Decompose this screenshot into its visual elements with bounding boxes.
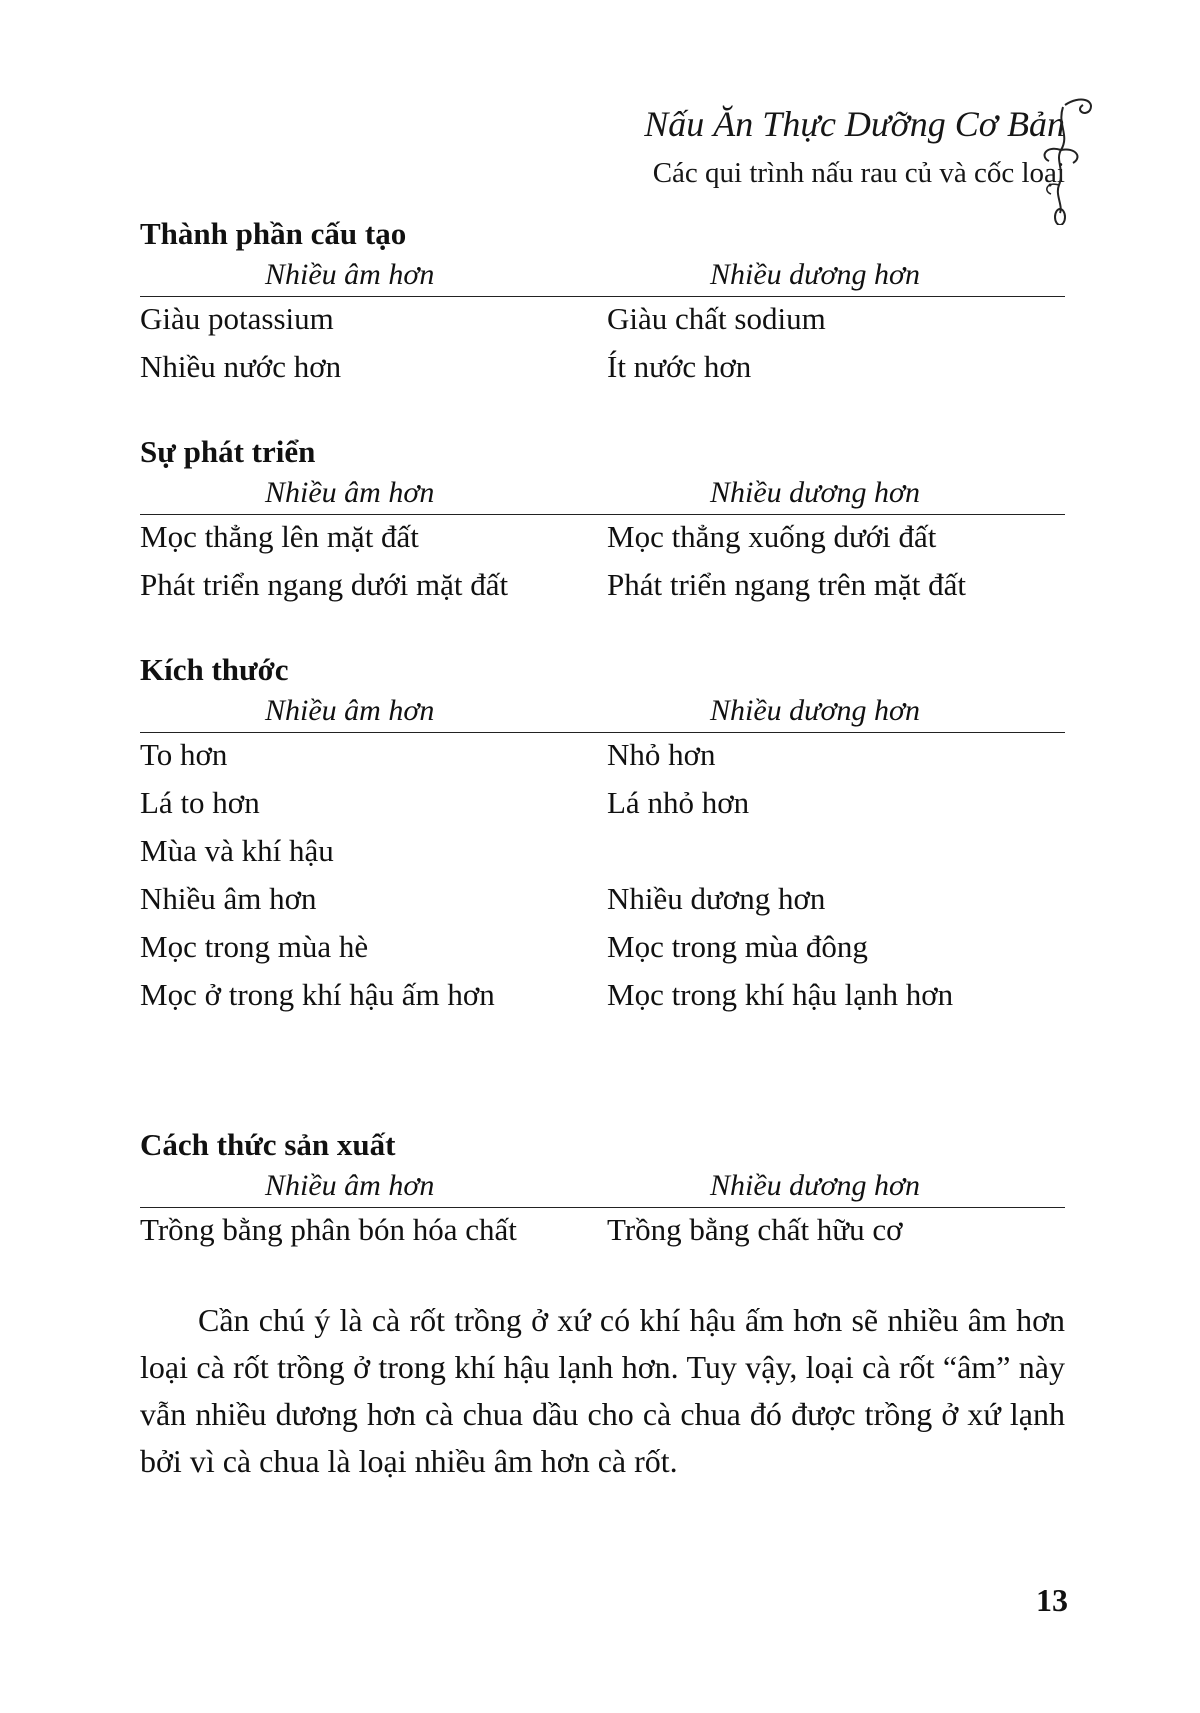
column-header-row bbox=[140, 690, 1065, 733]
column-header-row bbox=[140, 1165, 1065, 1208]
table-row bbox=[140, 781, 1065, 829]
cell-yang: Nhiều dương hơn bbox=[607, 881, 826, 916]
section-title: Cách thức sản xuất bbox=[140, 1127, 396, 1162]
cell-yin: Giàu potassium bbox=[140, 301, 334, 336]
table-row bbox=[140, 297, 1065, 345]
body-paragraph: Cần chú ý là cà rốt trồng ở xứ có khí hậu ấm hơn sẽ nhiều âm hơn loại cà rốt trồng ở trong khí hậu lạnh hơn. Tuy vậy, loại cà rốt “âm” này vẫn nhiều dương hơn cà chua dầu cho cà chua đó được trồng ở xứ lạnh bởi vì cà chua là loại nhiều âm hơn cà rốt. bbox=[140, 1302, 1065, 1479]
column-header-yang: Nhiều dương hơn bbox=[710, 258, 921, 291]
cell-yin: Nhiều nước hơn bbox=[140, 349, 342, 384]
section-production bbox=[140, 1125, 1065, 1256]
cell-yang: Nhỏ hơn bbox=[607, 737, 716, 772]
cell-yin: Mùa và khí hậu bbox=[140, 833, 334, 868]
section-growth bbox=[140, 432, 1065, 611]
column-header-yin: Nhiều âm hơn bbox=[265, 258, 435, 291]
cell-yang: Phát triển ngang trên mặt đất bbox=[607, 567, 966, 602]
table-row bbox=[140, 925, 1065, 973]
section-title: Kích thước bbox=[140, 652, 289, 687]
page-number: 13 bbox=[1036, 1582, 1068, 1618]
table-row bbox=[140, 733, 1065, 781]
cell-yang: Mọc trong khí hậu lạnh hơn bbox=[607, 977, 954, 1012]
table-row bbox=[140, 973, 1065, 1021]
section-title: Thành phần cấu tạo bbox=[140, 216, 407, 251]
cell-yang: Trồng bằng chất hữu cơ bbox=[607, 1212, 903, 1247]
section-title: Sự phát triển bbox=[140, 434, 316, 469]
table-row bbox=[140, 1208, 1065, 1256]
cell-yin: Mọc thẳng lên mặt đất bbox=[140, 519, 419, 554]
section-size bbox=[140, 650, 1065, 1021]
column-header-yin: Nhiều âm hơn bbox=[265, 476, 435, 509]
cell-yang: Mọc thẳng xuống dưới đất bbox=[607, 519, 937, 554]
cell-yin: Mọc trong mùa hè bbox=[140, 929, 369, 964]
cell-yang: Lá nhỏ hơn bbox=[607, 785, 750, 820]
table-row bbox=[140, 515, 1065, 563]
cell-yin: Trồng bằng phân bón hóa chất bbox=[140, 1212, 517, 1247]
table-row bbox=[140, 877, 1065, 925]
table-row bbox=[140, 345, 1065, 393]
column-header-yang: Nhiều dương hơn bbox=[710, 476, 921, 509]
column-header-row bbox=[140, 472, 1065, 515]
cell-yin: Lá to hơn bbox=[140, 785, 260, 820]
chapter-subtitle: Các qui trình nấu rau củ và cốc loại bbox=[652, 157, 1065, 189]
cell-yin: Phát triển ngang dưới mặt đất bbox=[140, 567, 509, 602]
column-header-yang: Nhiều dương hơn bbox=[710, 694, 921, 727]
column-header-yin: Nhiều âm hơn bbox=[265, 1169, 435, 1202]
flourish-ornament-icon bbox=[1035, 95, 1105, 225]
table-row bbox=[140, 829, 1065, 877]
cell-yang: Giàu chất sodium bbox=[607, 301, 826, 336]
cell-yin: Mọc ở trong khí hậu ấm hơn bbox=[140, 977, 495, 1012]
cell-yang: Mọc trong mùa đông bbox=[607, 929, 868, 964]
cell-yin: Nhiều âm hơn bbox=[140, 881, 317, 916]
running-header bbox=[585, 95, 1105, 225]
column-header-yin: Nhiều âm hơn bbox=[265, 694, 435, 727]
column-header-yang: Nhiều dương hơn bbox=[710, 1169, 921, 1202]
book-title: Nấu Ăn Thực Dưỡng Cơ Bản bbox=[644, 104, 1065, 144]
table-row bbox=[140, 563, 1065, 611]
cell-yin: To hơn bbox=[140, 737, 228, 772]
section-composition bbox=[140, 214, 1065, 393]
cell-yang: Ít nước hơn bbox=[607, 349, 752, 384]
column-header-row bbox=[140, 254, 1065, 297]
